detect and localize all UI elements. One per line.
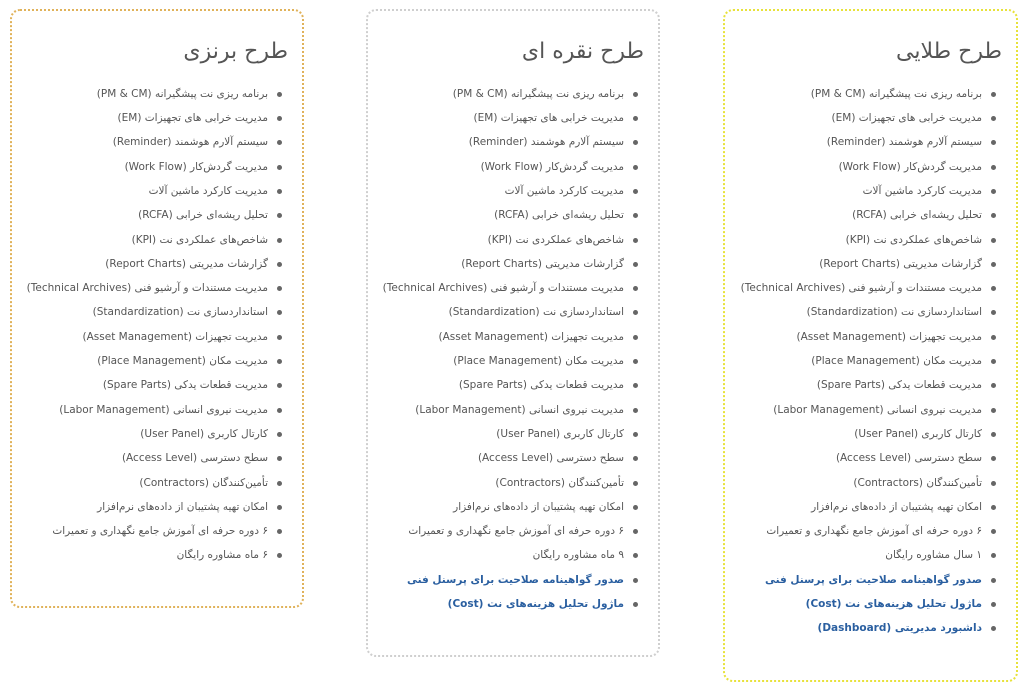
feature-item: برنامه ریزی نت پیشگیرانه (PM & CM) <box>374 82 640 106</box>
feature-item: مدیریت قطعات یدکی (Spare Parts) <box>374 373 640 397</box>
feature-item: سطح دسترسی (Access Level) <box>18 446 284 470</box>
feature-item: مدیریت خرابی های تجهیزات (EM) <box>374 106 640 130</box>
feature-item-highlight: صدور گواهینامه صلاحیت برای پرسنل فنی <box>374 568 640 592</box>
feature-item: مدیریت کارکرد ماشین آلات <box>18 179 284 203</box>
plan-title: طرح نقره ای <box>521 39 644 64</box>
feature-item: سیستم آلارم هوشمند (Reminder) <box>374 130 640 154</box>
feature-item: سطح دسترسی (Access Level) <box>731 446 998 470</box>
feature-item: مدیریت مکان (Place Management) <box>18 349 284 373</box>
plan-title: طرح طلایی <box>896 39 1002 64</box>
feature-item: شاخص‌های عملکردی نت (KPI) <box>18 228 284 252</box>
feature-item: مدیریت گردش‌کار (Work Flow) <box>731 155 998 179</box>
feature-item: امکان تهیه پشتیبان از داده‌های نرم‌افزار <box>18 495 284 519</box>
plan-title: طرح برنزی <box>183 39 288 64</box>
feature-list <box>725 82 1016 641</box>
feature-item: استانداردسازی نت (Standardization) <box>731 300 998 324</box>
feature-item: مدیریت مکان (Place Management) <box>374 349 640 373</box>
feature-item: شاخص‌های عملکردی نت (KPI) <box>374 228 640 252</box>
feature-item: مدیریت خرابی های تجهیزات (EM) <box>731 106 998 130</box>
feature-item: مدیریت کارکرد ماشین آلات <box>374 179 640 203</box>
feature-item: سطح دسترسی (Access Level) <box>374 446 640 470</box>
feature-item: مدیریت تجهیزات (Asset Management) <box>374 325 640 349</box>
feature-item: ۹ ماه مشاوره رایگان <box>374 543 640 567</box>
feature-item: مدیریت قطعات یدکی (Spare Parts) <box>18 373 284 397</box>
feature-item: ۱ سال مشاوره رایگان <box>731 543 998 567</box>
feature-item: برنامه ریزی نت پیشگیرانه (PM & CM) <box>731 82 998 106</box>
feature-item: تأمین‌کنندگان (Contractors) <box>18 471 284 495</box>
feature-item: استانداردسازی نت (Standardization) <box>18 300 284 324</box>
feature-list <box>368 82 658 617</box>
feature-item-highlight: داشبورد مدیریتی (Dashboard) <box>731 616 998 640</box>
feature-item: کارتال کاربری (User Panel) <box>731 422 998 446</box>
feature-item: مدیریت تجهیزات (Asset Management) <box>731 325 998 349</box>
feature-item: مدیریت مستندات و آرشیو فنی (Technical Archives) <box>731 276 998 300</box>
plan-card-silver <box>366 9 660 657</box>
feature-item: مدیریت مستندات و آرشیو فنی (Technical Archives) <box>18 276 284 300</box>
feature-item: تحلیل ریشه‌ای خرابی (RCFA) <box>374 203 640 227</box>
feature-item: مدیریت نیروی انسانی (Labor Management) <box>731 398 998 422</box>
feature-item: برنامه ریزی نت پیشگیرانه (PM & CM) <box>18 82 284 106</box>
feature-item: کارتال کاربری (User Panel) <box>18 422 284 446</box>
feature-item: گزارشات مدیریتی (Report Charts) <box>18 252 284 276</box>
feature-item: گزارشات مدیریتی (Report Charts) <box>374 252 640 276</box>
feature-item: مدیریت مکان (Place Management) <box>731 349 998 373</box>
feature-item: گزارشات مدیریتی (Report Charts) <box>731 252 998 276</box>
feature-item: مدیریت نیروی انسانی (Labor Management) <box>18 398 284 422</box>
feature-item: مدیریت نیروی انسانی (Labor Management) <box>374 398 640 422</box>
plan-card-bronze <box>10 9 304 608</box>
feature-list <box>12 82 302 568</box>
feature-item: تأمین‌کنندگان (Contractors) <box>731 471 998 495</box>
feature-item-highlight: صدور گواهینامه صلاحیت برای پرسنل فنی <box>731 568 998 592</box>
feature-item: تأمین‌کنندگان (Contractors) <box>374 471 640 495</box>
feature-item: سیستم آلارم هوشمند (Reminder) <box>731 130 998 154</box>
feature-item: مدیریت مستندات و آرشیو فنی (Technical Archives) <box>374 276 640 300</box>
feature-item: تحلیل ریشه‌ای خرابی (RCFA) <box>18 203 284 227</box>
feature-item: مدیریت گردش‌کار (Work Flow) <box>18 155 284 179</box>
feature-item: شاخص‌های عملکردی نت (KPI) <box>731 228 998 252</box>
plan-card-gold <box>723 9 1018 682</box>
feature-item: کارتال کاربری (User Panel) <box>374 422 640 446</box>
feature-item: ۶ دوره حرفه ای آموزش جامع نگهداری و تعمیرات <box>374 519 640 543</box>
feature-item: استانداردسازی نت (Standardization) <box>374 300 640 324</box>
feature-item: مدیریت گردش‌کار (Work Flow) <box>374 155 640 179</box>
feature-item: ۶ دوره حرفه ای آموزش جامع نگهداری و تعمیرات <box>18 519 284 543</box>
feature-item: مدیریت خرابی های تجهیزات (EM) <box>18 106 284 130</box>
feature-item: ۶ دوره حرفه ای آموزش جامع نگهداری و تعمیرات <box>731 519 998 543</box>
feature-item: مدیریت کارکرد ماشین آلات <box>731 179 998 203</box>
feature-item: امکان تهیه پشتیبان از داده‌های نرم‌افزار <box>731 495 998 519</box>
feature-item: مدیریت تجهیزات (Asset Management) <box>18 325 284 349</box>
feature-item: مدیریت قطعات یدکی (Spare Parts) <box>731 373 998 397</box>
feature-item-highlight: ماژول تحلیل هزینه‌های نت (Cost) <box>374 592 640 616</box>
feature-item: سیستم آلارم هوشمند (Reminder) <box>18 130 284 154</box>
feature-item: تحلیل ریشه‌ای خرابی (RCFA) <box>731 203 998 227</box>
feature-item-highlight: ماژول تحلیل هزینه‌های نت (Cost) <box>731 592 998 616</box>
feature-item: امکان تهیه پشتیبان از داده‌های نرم‌افزار <box>374 495 640 519</box>
feature-item: ۶ ماه مشاوره رایگان <box>18 543 284 567</box>
